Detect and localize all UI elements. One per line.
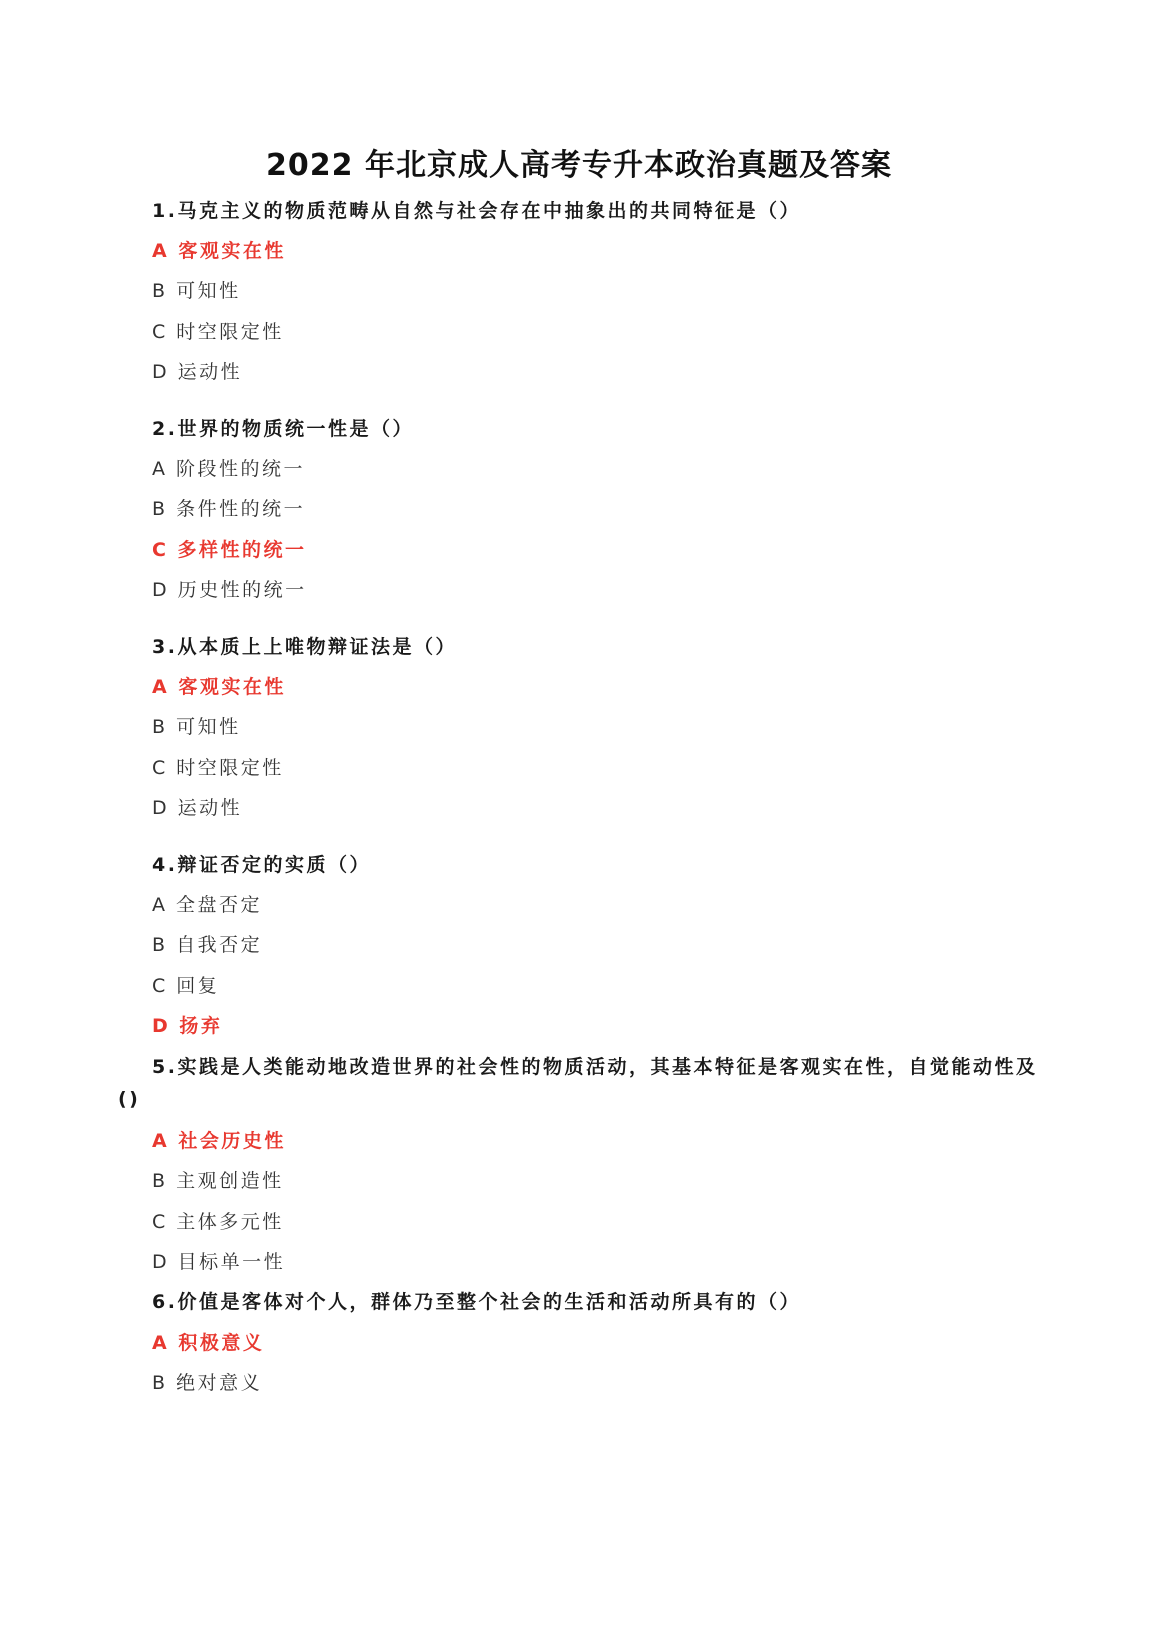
q6-option-b: B 绝对意义 xyxy=(152,1372,263,1394)
q4-option-d-answer: D 扬弃 xyxy=(152,1015,223,1037)
q5-option-d: D 目标单一性 xyxy=(152,1251,286,1273)
q4-option-c: C 回复 xyxy=(152,975,220,997)
question-3: 3.从本质上上唯物辩证法是（） xyxy=(152,636,457,658)
q1-option-d: D 运动性 xyxy=(152,361,243,383)
q4-option-a: A 全盘否定 xyxy=(152,894,263,916)
q4-option-b: B 自我否定 xyxy=(152,934,263,956)
page-title: 2022 年北京成人高考专升本政治真题及答案 xyxy=(266,148,892,183)
question-5-continuation: () xyxy=(118,1088,141,1110)
q1-option-c: C 时空限定性 xyxy=(152,321,284,343)
q3-option-b: B 可知性 xyxy=(152,716,241,738)
question-5: 5.实践是人类能动地改造世界的社会性的物质活动，其基本特征是客观实在性，自觉能动性及 xyxy=(152,1056,1038,1078)
q1-option-b: B 可知性 xyxy=(152,280,241,302)
q5-option-a-answer: A 社会历史性 xyxy=(152,1130,286,1152)
q5-option-c: C 主体多元性 xyxy=(152,1211,284,1233)
q1-option-a-answer: A 客观实在性 xyxy=(152,240,286,262)
q2-option-b: B 条件性的统一 xyxy=(152,498,306,520)
q3-option-c: C 时空限定性 xyxy=(152,757,284,779)
q3-option-a-answer: A 客观实在性 xyxy=(152,676,286,698)
q2-option-d: D 历史性的统一 xyxy=(152,579,307,601)
q2-option-a: A 阶段性的统一 xyxy=(152,458,306,480)
q3-option-d: D 运动性 xyxy=(152,797,243,819)
q6-option-a-answer: A 积极意义 xyxy=(152,1332,265,1354)
question-6: 6.价值是客体对个人，群体乃至整个社会的生活和活动所具有的（） xyxy=(152,1291,801,1313)
question-1: 1.马克主义的物质范畴从自然与社会存在中抽象出的共同特征是（） xyxy=(152,200,801,222)
question-2: 2.世界的物质统一性是（） xyxy=(152,418,414,440)
q5-option-b: B 主观创造性 xyxy=(152,1170,284,1192)
q2-option-c-answer: C 多样性的统一 xyxy=(152,539,307,561)
question-4: 4.辩证否定的实质（） xyxy=(152,854,371,876)
